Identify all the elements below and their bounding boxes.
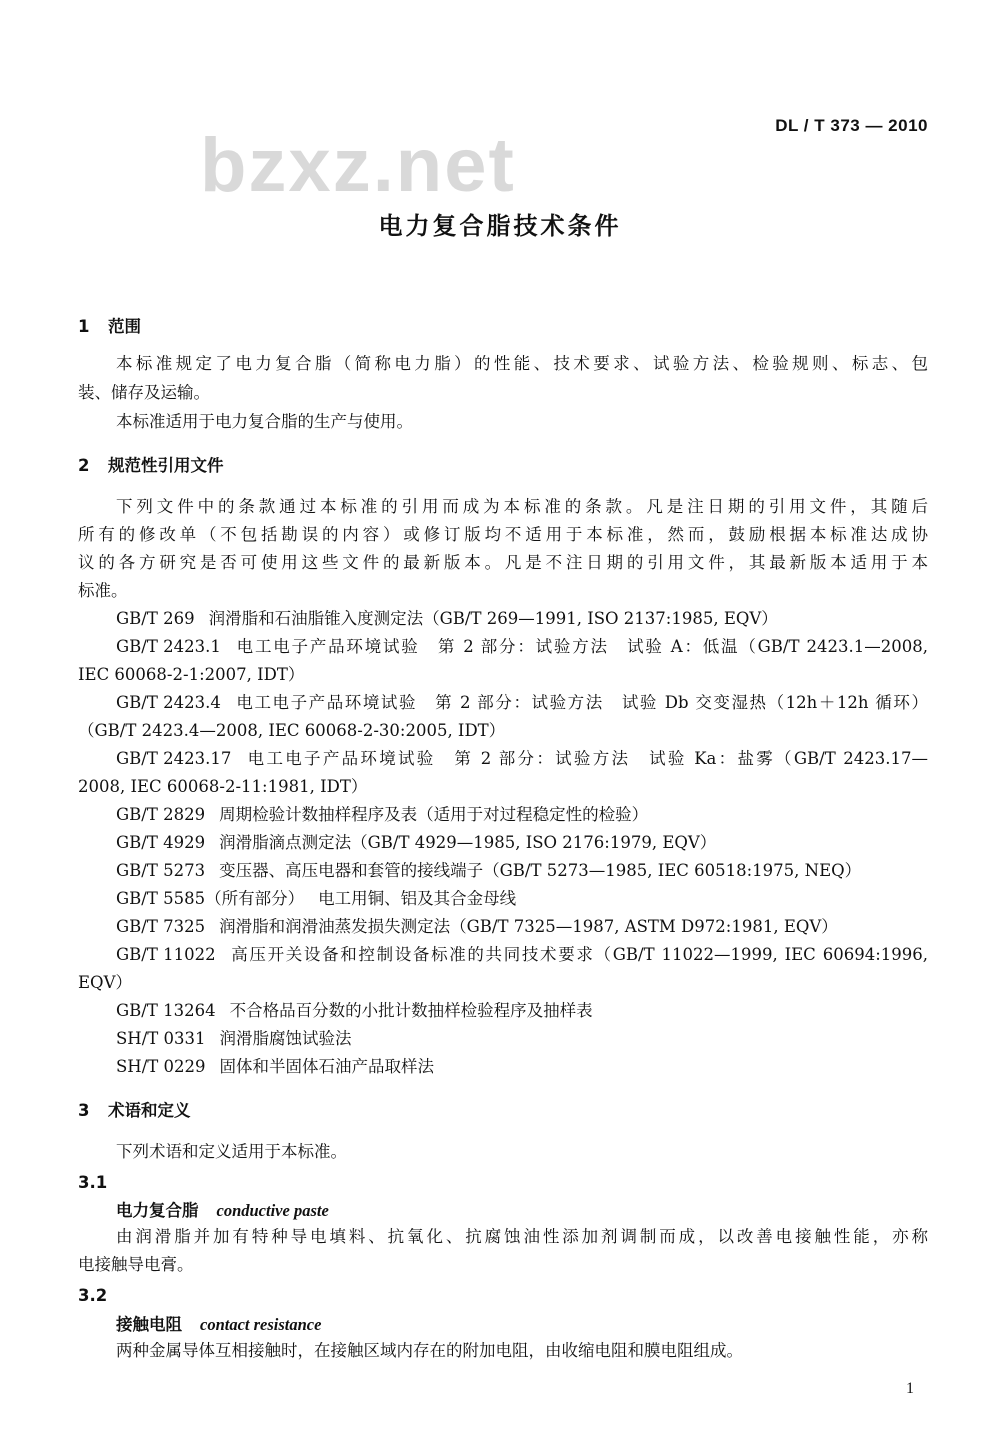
paragraph-line: 下列术语和定义适用于本标准。 [116,1142,347,1161]
paragraph-line: 装、储存及运输。 [78,383,210,402]
reference-item [116,1025,1000,1053]
reference-code: GB/T 4929 [116,833,206,852]
reference-text: 润滑脂滴点测定法（GB/T 4929—1985, ISO 2176:1979, EQV） [219,833,717,852]
reference-item [116,885,1000,913]
paragraph-line: 议的各方研究是否可使用这些文件的最新版本。凡是不注日期的引用文件，其最新版本适用于本 [78,553,928,572]
reference-continuation: （GB/T 2423.4—2008, IEC 60068-2-30:2005, IDT） [78,721,506,740]
reference-code: GB/T 5273 [116,861,206,880]
reference-item [116,745,928,773]
term-definition: 两种金属导体互相接触时，在接触区域内存在的附加电阻，由收缩电阻和膜电阻组成。 [116,1341,743,1360]
section-3-heading [78,1097,1000,1125]
reference-code: SH/T 0331 [116,1029,206,1048]
reference-item [116,829,1000,857]
reference-text: 固体和半固体石油产品取样法 [219,1057,434,1076]
reference-code: SH/T 0229 [116,1057,206,1076]
section-title: 范围 [108,317,141,336]
reference-item [116,1053,1000,1081]
reference-code: GB/T 269 [116,609,195,628]
term-number: 3.1 [78,1173,108,1192]
reference-code: GB/T 2423.17 [116,749,232,768]
reference-continuation: EQV） [78,973,132,992]
reference-text: 电工电子产品环境试验 第 2 部分：试验方法 试验 Ka：盐雾（GB/T 2423.17— [245,749,928,768]
reference-text: 润滑脂和石油脂锥入度测定法（GB/T 269—1991, ISO 2137:1985, EQV） [208,609,778,628]
section-1-heading [78,313,1000,341]
reference-text: 电工用铜、铝及其合金母线 [318,889,517,908]
watermark: bzxz.net [200,123,516,208]
section-title: 规范性引用文件 [108,456,224,475]
reference-continuation: IEC 60068-2-1:2007, IDT） [78,665,305,684]
reference-text: 变压器、高压电器和套管的接线端子（GB/T 5273—1985, IEC 60518:1975, NEQ） [219,861,862,880]
reference-text: 电工电子产品环境试验 第 2 部分：试验方法 试验 A：低温（GB/T 2423.1—2008, [234,637,928,656]
reference-item [116,913,1000,941]
reference-code: GB/T 11022 [116,945,216,964]
term-number: 3.2 [78,1286,108,1305]
section-2-heading [78,452,1000,480]
page-number: 1 [906,1380,914,1397]
term-definition: 电接触导电膏。 [78,1255,194,1274]
section-number: 2 [78,456,90,475]
standard-code: DL / T 373 — 2010 [775,116,928,135]
term-definition: 由润滑脂并加有特种导电填料、抗氧化、抗腐蚀油性添加剂调制而成，以改善电接触性能，亦称 [116,1227,928,1246]
reference-code: GB/T 5585（所有部分） [116,889,305,908]
reference-text: 周期检验计数抽样程序及表（适用于对过程稳定性的检验） [219,805,649,824]
paragraph-line: 本标准适用于电力复合脂的生产与使用。 [116,412,413,431]
paragraph-line: 下列文件中的条款通过本标准的引用而成为本标准的条款。凡是注日期的引用文件，其随后 [116,497,928,516]
paragraph-line: 所有的修改单（不包括勘误的内容）或修订版均不适用于本标准，然而，鼓励根据本标准达成协 [78,525,928,544]
reference-text: 电工电子产品环境试验 第 2 部分：试验方法 试验 Db 交变湿热（12h＋12h 循环） [234,693,928,712]
reference-item [116,941,928,969]
document-title: 电力复合脂技术条件 [378,212,622,240]
reference-item [116,857,1000,885]
term-heading [116,1311,1000,1339]
reference-continuation: 2008, IEC 60068-2-11:1981, IDT） [78,777,368,796]
term-english: contact resistance [200,1315,322,1334]
section-title: 术语和定义 [108,1101,191,1120]
reference-item [116,689,928,717]
reference-item [116,633,928,661]
term-chinese: 电力复合脂 [116,1201,199,1220]
section-number: 1 [78,317,90,336]
reference-text: 不合格品百分数的小批计数抽样检验程序及抽样表 [229,1001,593,1020]
term-chinese: 接触电阻 [116,1315,182,1334]
reference-item [116,801,1000,829]
reference-text: 润滑脂和润滑油蒸发损失测定法（GB/T 7325—1987, ASTM D972:1981, EQV） [219,917,838,936]
reference-text: 润滑脂腐蚀试验法 [219,1029,352,1048]
reference-code: GB/T 2829 [116,805,206,824]
paragraph-line: 标准。 [78,581,128,600]
reference-code: GB/T 13264 [116,1001,216,1020]
paragraph-line: 本标准规定了电力复合脂（简称电力脂）的性能、技术要求、试验方法、检验规则、标志、包 [116,354,928,373]
reference-code: GB/T 2423.4 [116,693,221,712]
reference-text: 高压开关设备和控制设备标准的共同技术要求（GB/T 11022—1999, IEC 60694:1996, [229,945,928,964]
section-number: 3 [78,1101,90,1120]
reference-code: GB/T 2423.1 [116,637,221,656]
term-heading [116,1197,1000,1225]
reference-item [116,605,1000,633]
term-english: conductive paste [216,1201,329,1220]
reference-item [116,997,1000,1025]
reference-code: GB/T 7325 [116,917,206,936]
